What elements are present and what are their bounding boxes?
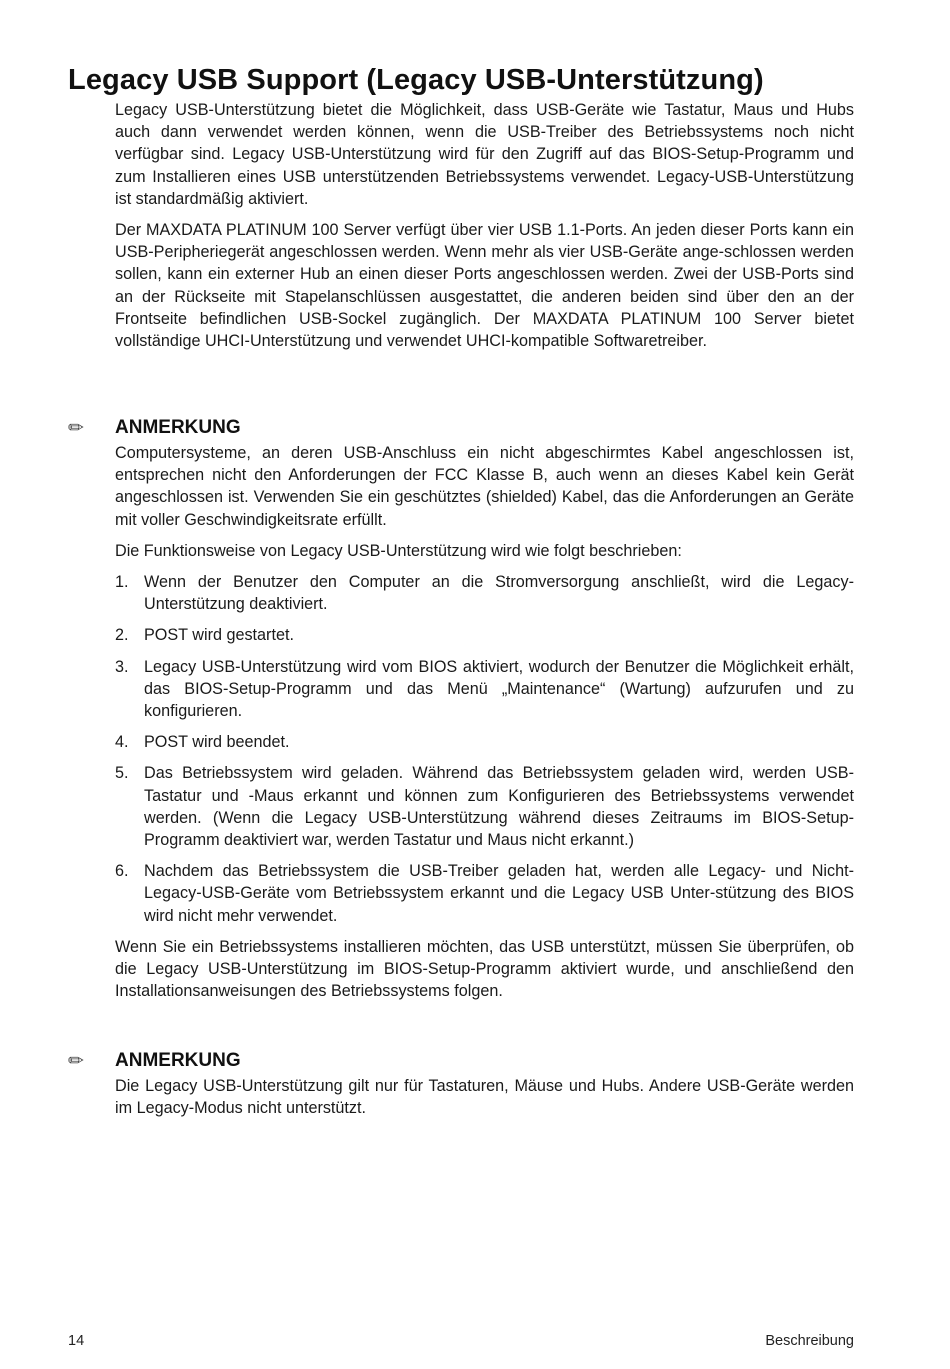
- list-item: [115, 762, 854, 851]
- note1-paragraph-2: Die Funktionsweise von Legacy USB-Unterstützung wird wie folgt beschrieben:: [115, 541, 682, 560]
- intro-section: [115, 99, 854, 361]
- intro-paragraph-2: Der MAXDATA PLATINUM 100 Server verfügt über vier USB 1.1-Ports. An jeden dieser Ports kann ein USB-Peripheriegerät angeschlossen werden. Wenn mehr als vier USB-Geräte ange-schlossen werden sollen, kann ein externer Hub an einen dieser Ports angeschlossen werden. Zwei der USB-Ports sind an der Rückseite mit Stapelanschlüssen ausgestattet, die anderen beiden sind über den an der Frontseite befindlichen USB-Sockel zugänglich. Der MAXDATA PLATINUM 100 Server bietet vollständige UHCI-Unterstützung und verwendet UHCI-kompatible Softwaretreiber.: [115, 221, 854, 351]
- note-heading-label: ANMERKUNG: [115, 1050, 241, 1071]
- note1-paragraph-1: Computersysteme, an deren USB-Anschluss ein nicht abgeschirmtes Kabel angeschlossen ist, entsprechen nicht den Anforderungen der FCC Klasse B, auch wenn an dieses Kabel kein Gerät angeschlossen ist. Verwenden Sie ein geschütztes (shielded) Kabel, das die Anforderungen an Geräte mit voller Geschwindigkeitsrate erfüllt.: [115, 444, 854, 529]
- list-item-number: 5.: [115, 764, 129, 783]
- note-heading-2: [68, 1048, 854, 1074]
- list-item-number: 6.: [115, 862, 129, 881]
- page-number: 14: [68, 1333, 85, 1349]
- list-item-text: Legacy USB-Unterstützung wird vom BIOS aktiviert, wodurch der Benutzer die Möglichkeit erhält, das BIOS-Setup-Programm und das Menü „Maintenance“ (Wartung) aufzurufen und zu konfigurieren.: [144, 657, 854, 721]
- note-heading-1: [68, 415, 854, 441]
- list-item: [115, 571, 854, 615]
- list-item-text: Das Betriebssystem wird geladen. Während das Betriebssystem geladen wird, werden USB-Tastatur und -Maus erkannt und können zum Konfigurieren des Betriebssystems verwendet werden. (Wenn die Legacy USB-Unterstützung während dieses Zeitraums im BIOS-Setup-Programm deaktiviert war, werden Tastatur und Maus nicht erkannt.): [144, 764, 854, 850]
- list-item: [115, 656, 854, 723]
- steps-list: [115, 571, 854, 927]
- note2-paragraph-1: Die Legacy USB-Unterstützung gilt nur für Tastaturen, Mäuse und Hubs. Andere USB-Geräte werden im Legacy-Modus nicht unterstützt.: [115, 1077, 854, 1118]
- list-item-number: 1.: [115, 573, 129, 592]
- list-item-text: Nachdem das Betriebssystem die USB-Treiber geladen hat, werden alle Legacy- und Nicht-Legacy-USB-Geräte vom Betriebssystem erkannt und die Legacy USB Unter-stützung des BIOS wird nicht mehr verwendet.: [144, 862, 854, 925]
- list-item: [115, 731, 854, 753]
- pencil-icon: ✏: [68, 1051, 84, 1072]
- list-item: [115, 624, 854, 646]
- list-item-text: POST wird gestartet.: [144, 626, 294, 645]
- footer-section-title: Beschreibung: [765, 1333, 854, 1349]
- page-title: Legacy USB Support (Legacy USB-Unterstützung): [68, 64, 764, 96]
- note-section-2: [68, 1048, 854, 1128]
- list-item-text: POST wird beendet.: [144, 733, 290, 752]
- list-item-number: 3.: [115, 657, 129, 676]
- list-item-number: 4.: [115, 733, 129, 752]
- list-item-number: 2.: [115, 626, 129, 645]
- list-item-text: Wenn der Benutzer den Computer an die Stromversorgung anschließt, wird die Legacy-Unterstützung deaktiviert.: [144, 573, 854, 614]
- note-section-1: [68, 415, 854, 1011]
- intro-paragraph-1: Legacy USB-Unterstützung bietet die Möglichkeit, dass USB-Geräte wie Tastatur, Maus und Hubs auch dann verwendet werden können, wenn die USB-Treiber des Betriebssystems noch nicht verfügbar sind. Legacy USB-Unterstützung wird für den Zugriff auf das BIOS-Setup-Programm und zum Installieren eines USB unterstützenden Betriebssystems verwendet. Legacy-USB-Unterstützung ist standardmäßig aktiviert.: [115, 101, 854, 208]
- note-heading-label: ANMERKUNG: [115, 417, 241, 438]
- note1-paragraph-3: Wenn Sie ein Betriebssystems installieren möchten, das USB unterstützt, müssen Sie überprüfen, ob die Legacy USB-Unterstützung im BIOS-Setup-Programm aktiviert wurde, und anschließend den Installationsanweisungen des Betriebssystems folgen.: [115, 937, 854, 1001]
- list-item: [115, 860, 854, 927]
- pencil-icon: ✏: [68, 418, 84, 439]
